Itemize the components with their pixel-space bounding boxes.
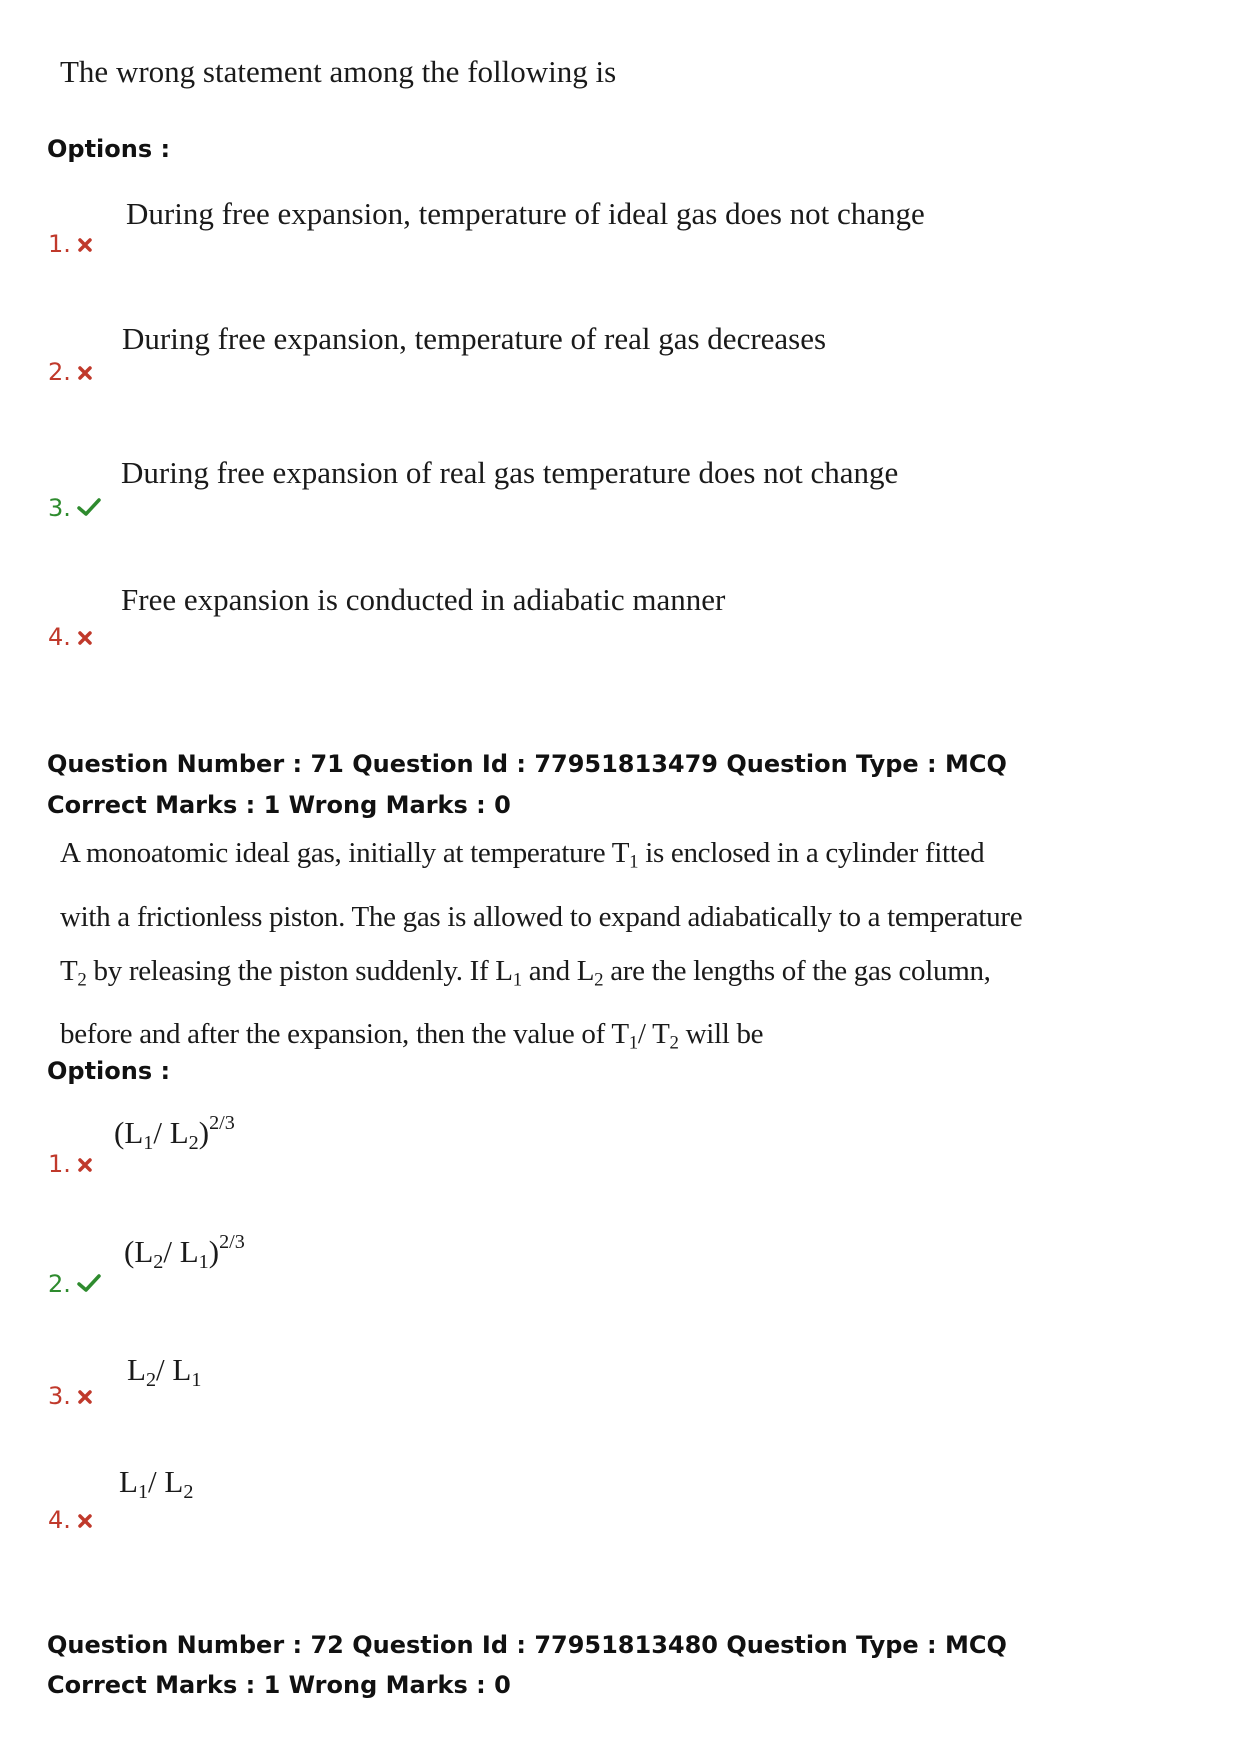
marks-line: Correct Marks : 1 Wrong Marks : 0: [47, 791, 511, 819]
option-text-4: Free expansion is conducted in adiabatic manner: [121, 582, 726, 617]
option-number-1: [48, 230, 93, 259]
stem-line-2: with a frictionless piston. The gas is allowed to expand adiabatically to a temperature: [60, 900, 1023, 933]
option-number-3: [48, 1382, 93, 1411]
option-number-label: 2.: [48, 1270, 71, 1298]
stem-line-4: before and after the expansion, then the value of $T_1/$ $T_2$ will be: [60, 1018, 764, 1054]
option-number-1: [48, 1150, 93, 1179]
stem-line-3: $T_2$ by releasing the piston suddenly. If $L_1$ and $L_2$ are the lengths of the gas column,: [60, 954, 991, 991]
option-number-label: 4.: [48, 1506, 71, 1534]
option-number-4: [48, 623, 93, 652]
question-stem: The wrong statement among the following is: [60, 54, 617, 89]
option-number-label: 3.: [48, 494, 71, 522]
cross-icon: [77, 231, 93, 259]
option-number-3: [48, 494, 101, 523]
option-number-label: 4.: [48, 623, 71, 651]
option-text-3: $L_2/$ $L_1$: [127, 1352, 202, 1392]
cross-icon: [77, 624, 93, 652]
option-text-1: During free expansion, temperature of ideal gas does not change: [126, 196, 925, 231]
marks-line: Correct Marks : 1 Wrong Marks : 0: [47, 1671, 511, 1699]
options-label: Options :: [47, 1057, 171, 1085]
cross-icon: [77, 1507, 93, 1535]
cross-icon: [77, 1383, 93, 1411]
option-text-4: $L_1/$ $L_2$: [119, 1464, 194, 1504]
question-header: Question Number : 72 Question Id : 77951813480 Question Type : MCQ: [47, 1631, 1007, 1659]
question-stem: [60, 826, 1023, 1071]
option-number-2: [48, 358, 93, 387]
option-text-2: During free expansion, temperature of real gas decreases: [122, 321, 827, 356]
option-number-4: [48, 1506, 93, 1535]
option-number-label: 2.: [48, 358, 71, 386]
option-number-label: 3.: [48, 1382, 71, 1410]
option-number-label: 1.: [48, 1150, 71, 1178]
option-number-2: [48, 1270, 101, 1299]
stem-line-1: A monoatomic ideal gas, initially at temperature $T_1$ is enclosed in a cylinder fitted: [60, 837, 985, 873]
option-text-3: During free expansion of real gas temperature does not change: [121, 455, 899, 490]
question-header: Question Number : 71 Question Id : 77951813479 Question Type : MCQ: [47, 750, 1007, 778]
option-number-label: 1.: [48, 230, 71, 258]
check-icon: [77, 495, 101, 523]
option-text-2: ($L_2/$ $L_1)^{2/3}$: [124, 1231, 245, 1274]
cross-icon: [77, 359, 93, 387]
cross-icon: [77, 1151, 93, 1179]
options-label: Options :: [47, 135, 171, 163]
check-icon: [77, 1271, 101, 1299]
option-text-1: ($L_1/$ $L_2)^{2/3}$: [114, 1112, 235, 1155]
